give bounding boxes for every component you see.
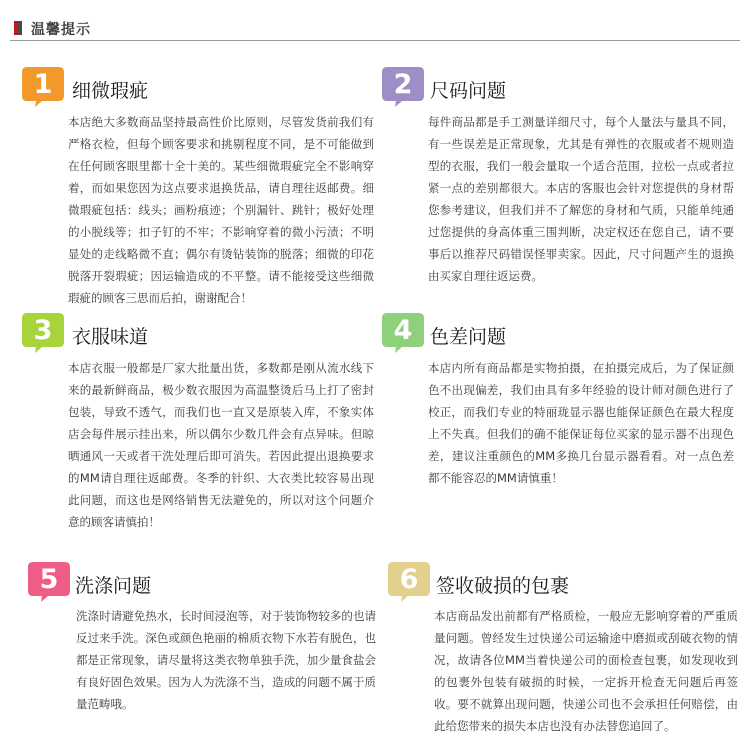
notice-section-odor <box>22 313 374 533</box>
notice-section-damaged-package <box>388 562 740 732</box>
section-text: 每件商品都是手工测量详细尺寸，每个人量法与量具不同，有一些误差是正常现象，尤其是有弹性的衣服或者不规则造型的衣服，我们一般会量取一个适合范围，拉松一点或者拉紧一点的差别都很大。本店的客服也会针对您提供的身材帮您参考建议，但我们并不了解您的身材和气质，只能单纯通过您提供的身高体重三围判断，决定权还在您自己，请不要事后以推荐尺码错误怪罪卖家。因此，尺寸问题产生的退换由买家自理往返运费。 <box>428 115 734 283</box>
section-title: 洗涤问题 <box>75 575 152 597</box>
section-title: 签收破损的包裹 <box>436 575 570 597</box>
section-text: 本店绝大多数商品坚持最高性价比原则，尽管发货前我们有严格衣检，但每个顾客要求和挑剔程度不同，是不可能做到在任何顾客眼里都十全十美的。某些细微瑕疵完全不影响穿着，而如果您因为这点要求退换货品，请自理往返邮费。细微瑕疵包括：线头；画粉痕迹；个别漏针、跳针；极好处理的小脱线等；扣子钉的不牢；不影响穿着的微小污渍；不明显处的走线略微不直；偶尔有烫钻装饰的脱落；细微的印花脱落开裂瑕疵；因运输造成的不平整。请不能接受这些细微瑕疵的顾客三思而后拍，谢谢配合！ <box>68 115 374 305</box>
section-title: 衣服味道 <box>72 326 149 348</box>
section-text: 洗涤时请避免热水，长时间浸泡等，对于装饰物较多的也请反过来手洗。深色或颜色艳丽的棉质衣物下水若有脱色，也都是正常现象，请尽量将这类衣物单独手洗，加少量食盐会有良好固色效果。因为人为洗涤不当，造成的问题不属于质量范畴哦。 <box>76 609 376 711</box>
number-badge-icon: 2 <box>382 67 424 107</box>
number-badge-icon: 4 <box>382 313 424 353</box>
section-text: 本店内所有商品都是实物拍摄，在拍摄完成后，为了保证颜色不出现偏差，我们由具有多年经验的设计师对颜色进行了校正，而我们专业的特丽珑显示器也能保证颜色在最大程度上不失真。但我们的确不能保证每位买家的显示器不出现色差，建议注重颜色的MM多换几台显示器看看。对一点色差都不能容忍的MM请慎重！ <box>428 361 734 485</box>
header <box>0 0 750 46</box>
notice-section-defects <box>22 67 374 307</box>
header-mark-icon <box>14 21 22 35</box>
number-badge-icon: 1 <box>22 67 64 107</box>
notice-section-sizing <box>382 67 734 307</box>
page-title: 温馨提示 <box>31 22 91 38</box>
number-badge-icon: 6 <box>388 562 430 602</box>
section-title: 尺码问题 <box>430 80 507 102</box>
section-title: 色差问题 <box>430 326 507 348</box>
number-badge-icon: 3 <box>22 313 64 353</box>
notice-section-washing <box>28 562 380 712</box>
section-title: 细微瑕疵 <box>72 80 149 102</box>
number-badge-icon: 5 <box>28 562 70 602</box>
header-divider <box>10 40 740 41</box>
section-text: 本店衣服一般都是厂家大批量出货，多数都是刚从流水线下来的最新鲜商品，极少数衣服因为高温整烫后马上打了密封包装，导致不透气，而我们也一直又是原装入库，不象实体店会每件展示挂出来，所以偶尔少数几件会有点异味。但晾晒通风一天或者干洗处理后即可消失。若因此提出退换要求的MM请自理往返邮费。冬季的针织、大衣类比较容易出现此问题，而这也是网络销售无法避免的，所以对这个问题介意的顾客请慎拍！ <box>68 361 374 529</box>
notice-section-color <box>382 313 734 493</box>
section-text: 本店商品发出前都有严格质检，一般应无影响穿着的严重质量问题。曾经发生过快递公司运输途中磨损或刮破衣物的情况，故请各位MM当着快递公司的面检查包裹，如发现收到的包裹外包装有破损的时候，一定拆开检查无问题后再签收。要不就算出现问题，快递公司也不会承担任何赔偿，由此给您带来的损失本店也没有办法替您追回了。 <box>434 609 738 733</box>
